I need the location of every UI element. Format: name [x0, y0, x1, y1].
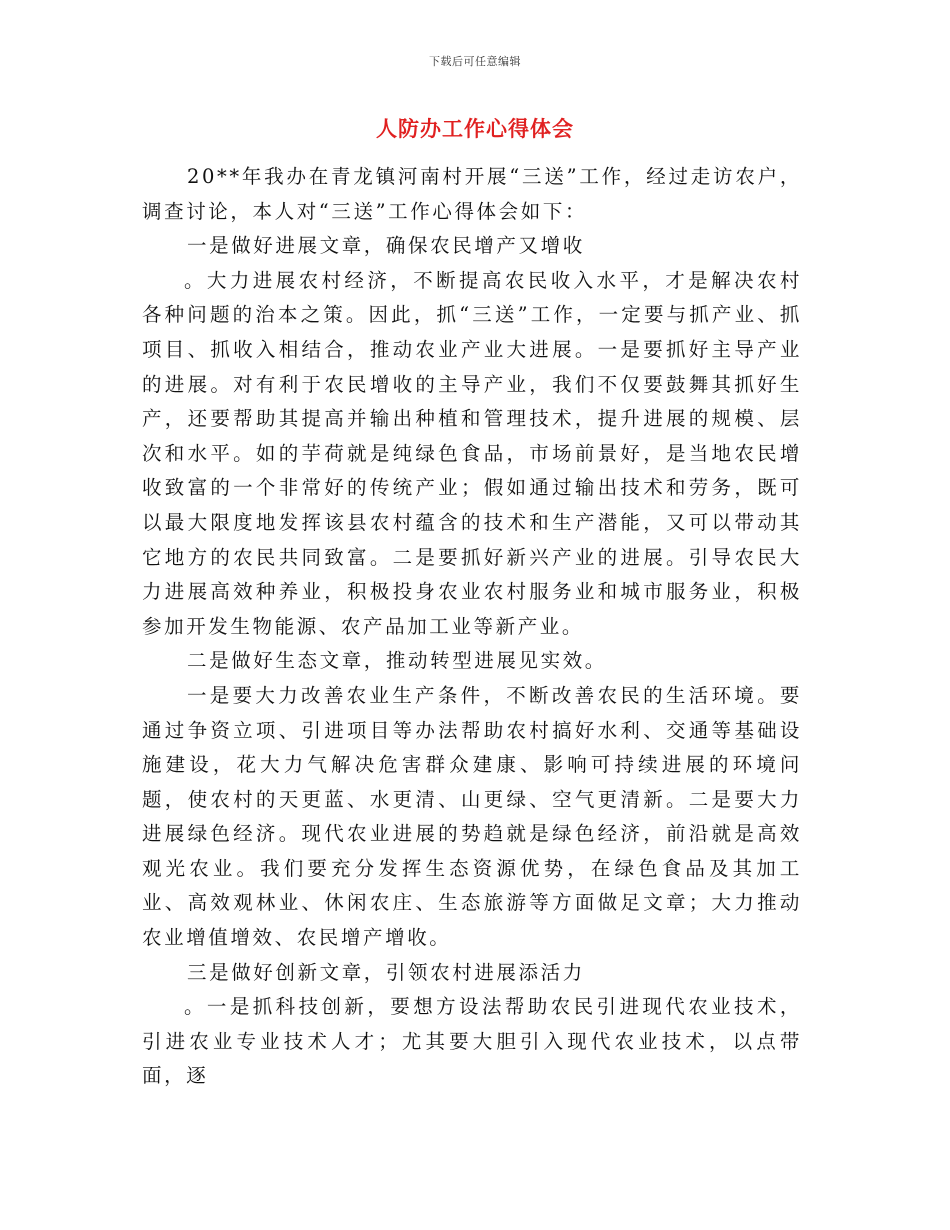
header-note: 下载后可任意编辑: [429, 55, 521, 68]
paragraph-section-2: 一是要大力改善农业生产条件，不断改善农民的生活环境。要通过争资立项、引进项目等办法帮助农村搞好水利、交通等基础设施建设，花大力气解决危害群众建康、影响可持续进展的环境问题，使农村的天更蓝、水更清、山更绿、空气更清新。二是要大力进展绿色经济。现代农业进展的势趋就是绿色经济，前沿就是高效观光农业。我们要充分发挥生态资源优势，在绿色食品及其加工业、高效观林业、休闲农庄、生态旅游等方面做足文章；大力推动农业增值增效、农民增产增收。: [142, 683, 802, 950]
document-body: [142, 160, 802, 1094]
paragraph-section-1: 。大力进展农村经济，不断提高农民收入水平，才是解决农村各种问题的治本之策。因此，抓“三送”工作，一定要与抓产业、抓项目、抓收入相结合，推动农业产业大进展。一是要抓好主导产业的进展。对有利于农民增收的主导产业，我们不仅要鼓舞其抓好生产，还要帮助其提高并输出种植和管理技术，提升进展的规模、层次和水平。如的芋荷就是纯绿色食品，市场前景好，是当地农民增收致富的一个非常好的传统产业；假如通过输出技术和劳务，既可以最大限度地发挥该县农村蕴含的技术和生产潜能，又可以带动其它地方的农民共同致富。二是要抓好新兴产业的进展。引导农民大力进展高效种养业，积极投身农业农村服务业和城市服务业，积极参加开发生物能源、农产品加工业等新产业。: [142, 268, 802, 638]
section-heading-3: 三是做好创新文章，引领农村进展添活力: [187, 960, 585, 984]
section-heading-1: 一是做好进展文章，确保农民增产又增收: [187, 234, 585, 258]
paragraph-section-3: 。一是抓科技创新，要想方设法帮助农民引进现代农业技术，引进农业专业技术人才；尤其要大胆引入现代农业技术，以点带面，逐: [142, 995, 802, 1088]
section-heading-2: 二是做好生态文章，推动转型进展见实效。: [187, 649, 607, 673]
document-title: 人防办工作心得体会: [376, 116, 574, 141]
paragraph-intro: 20**年我办在青龙镇河南村开展“三送”工作，经过走访农户，调查讨论，本人对“三送”工作心得体会如下：: [142, 165, 802, 223]
